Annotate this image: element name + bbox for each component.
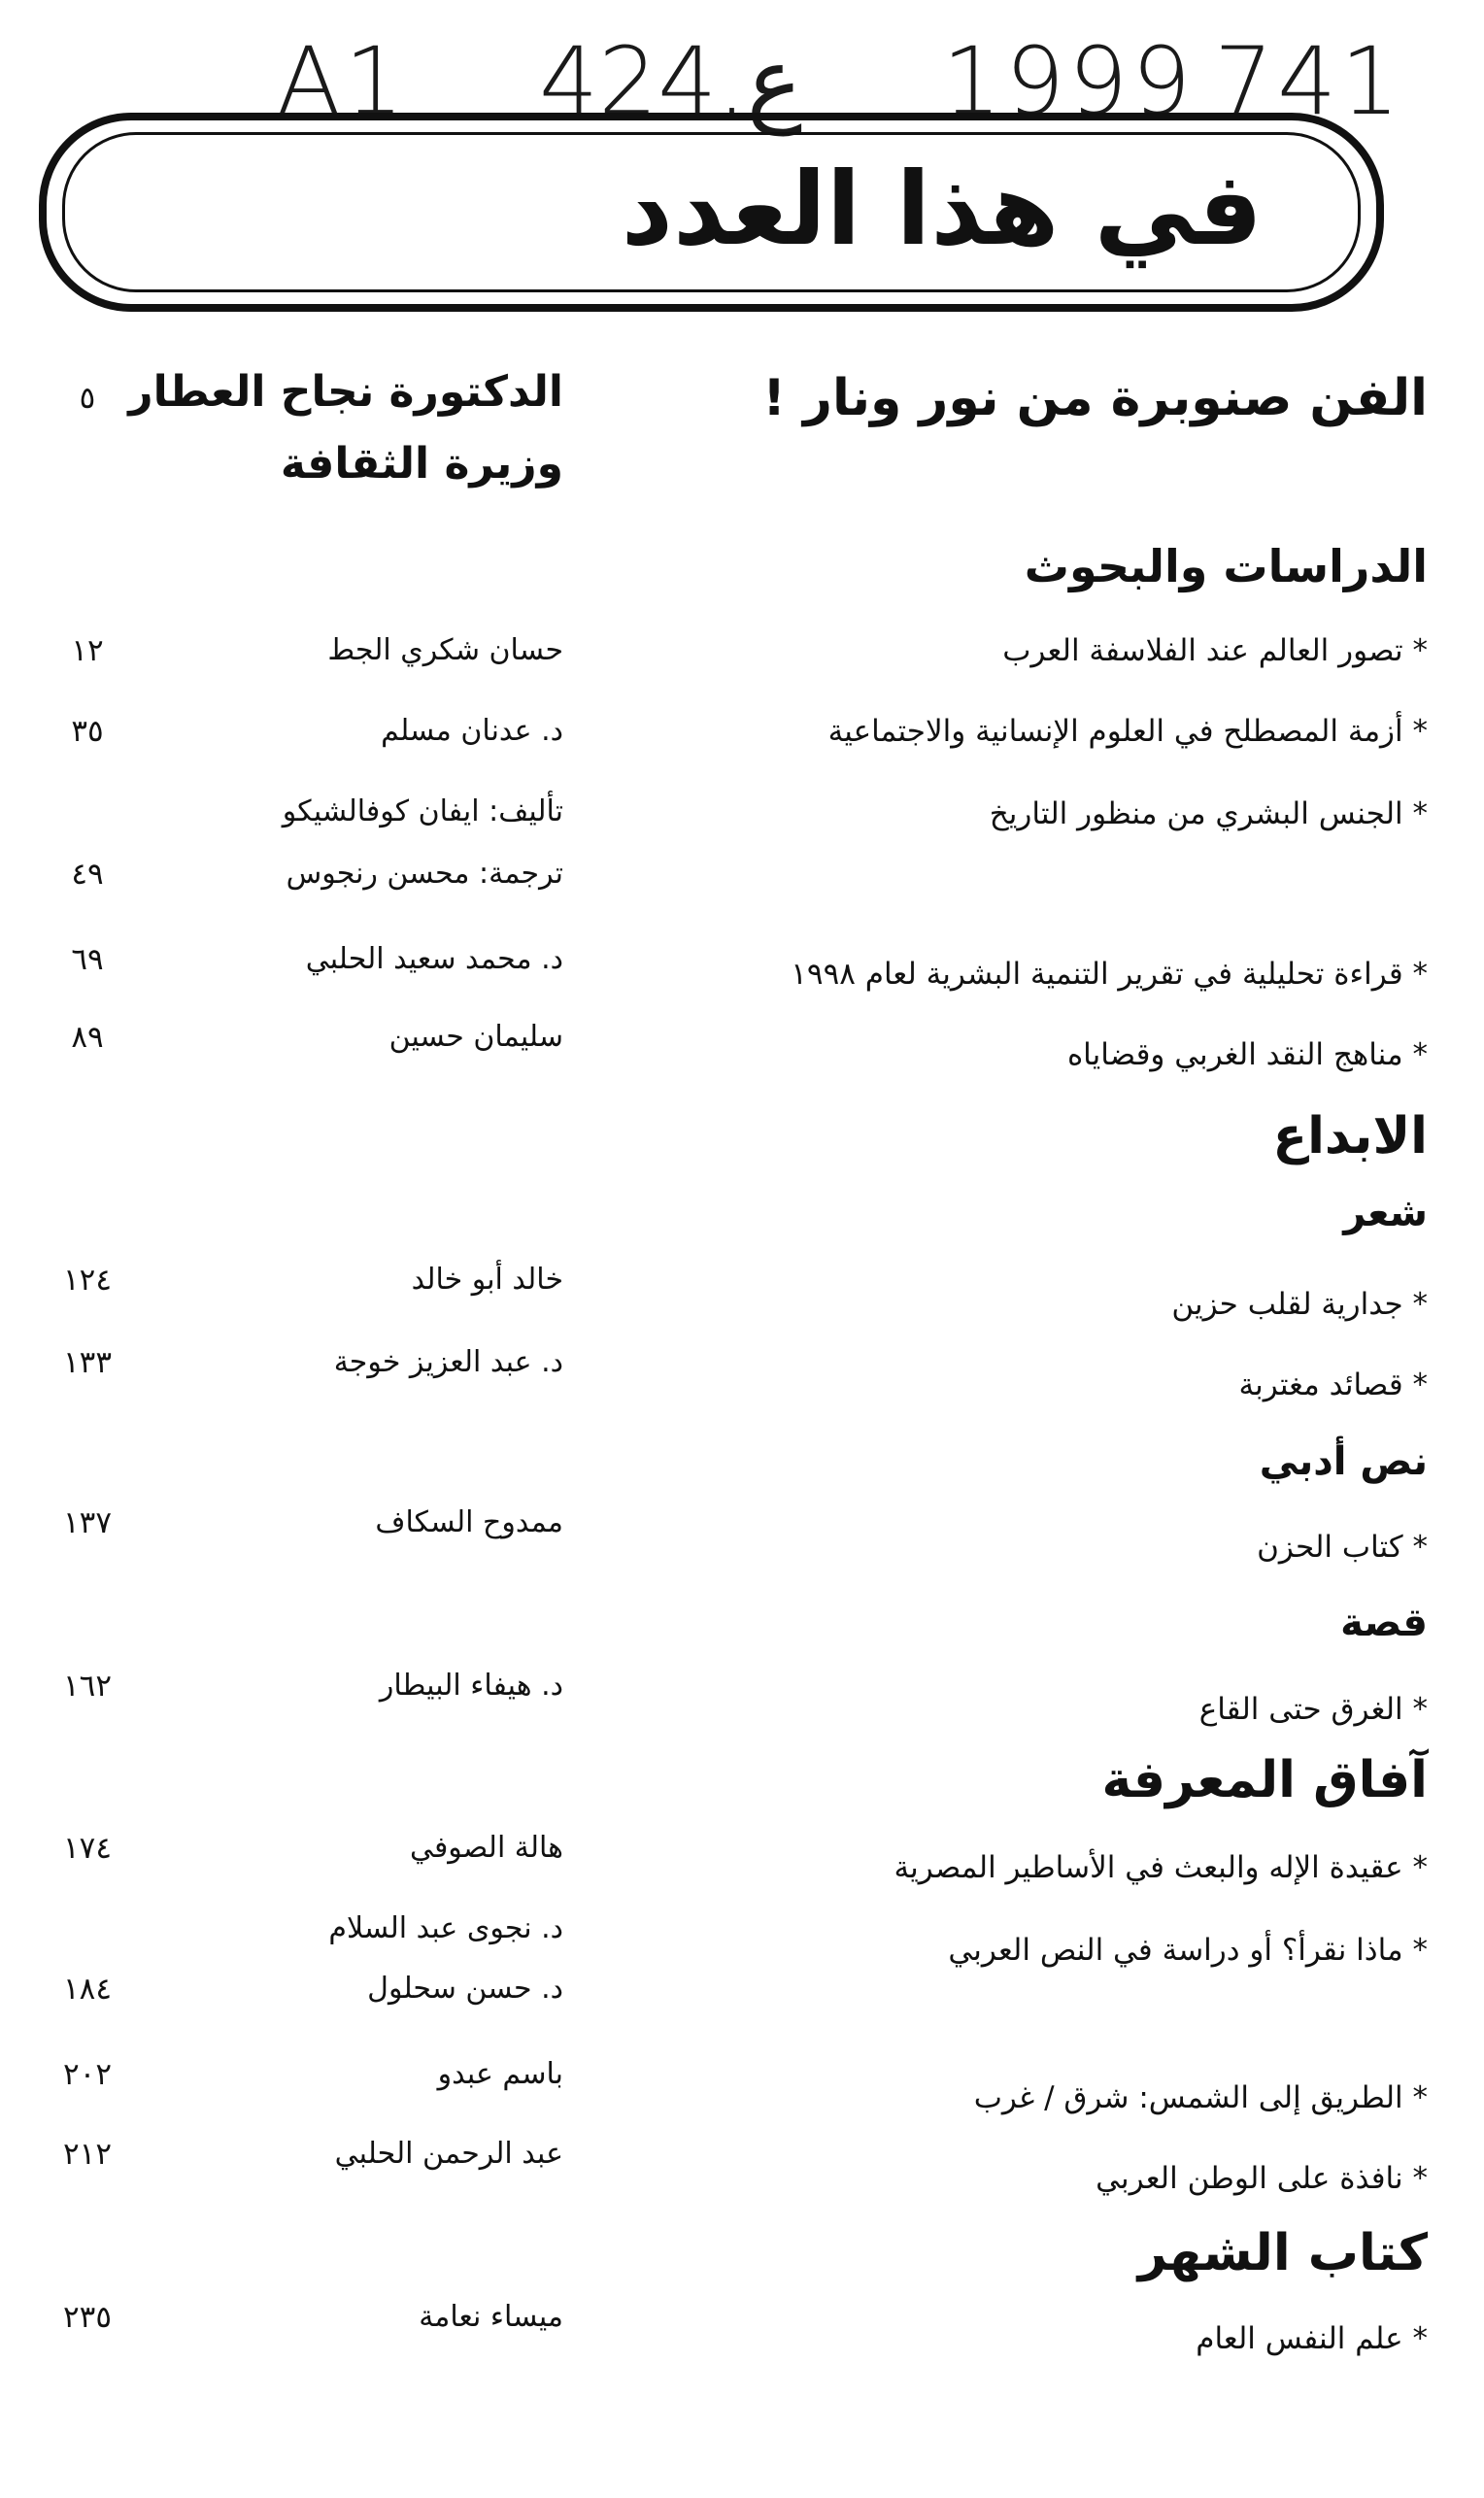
toc-author-14: ميساء نعامة: [419, 2300, 563, 2334]
toc-author-2: د. عدنان مسلم: [381, 714, 563, 748]
section-book: كتاب الشهر: [1137, 2224, 1428, 2282]
toc-page-5: ٨٩: [71, 1020, 104, 1055]
toc-title-7: * قصائد مغتربة: [1238, 1367, 1428, 1402]
toc-title-10: * عقيدة الإله والبعث في الأساطير المصرية: [894, 1850, 1428, 1885]
toc-page-14: ٢٣٥: [63, 2300, 112, 2335]
catalog-part-d: 741: [1214, 27, 1404, 136]
section-horizons: آفاق المعرفة: [1101, 1751, 1428, 1809]
toc-author-1: حسان شكري الجط: [327, 633, 563, 667]
toc-author-8: ممدوح السكاف: [375, 1505, 563, 1539]
toc-title-8: * كتاب الحزن: [1257, 1530, 1428, 1565]
toc-author-12: باسم عبدو: [437, 2057, 563, 2091]
toc-author-13: عبد الرحمن الحلبي: [334, 2137, 563, 2171]
toc-author-7: د. عبد العزيز خوجة: [333, 1345, 563, 1379]
toc-author-11: د. نجوى عبد السلام: [328, 1911, 563, 1945]
toc-title-5: * مناهج النقد الغربي وقضاياه: [1066, 1037, 1428, 1072]
toc-page-13: ٢١٢: [63, 2137, 112, 2172]
catalog-part-b: 424.ع: [539, 27, 803, 136]
subsection-literary-text: نص أدبي: [1259, 1439, 1428, 1484]
toc-author-4: د. محمد سعيد الحلبي: [305, 942, 563, 976]
toc-page-9: ١٦٢: [63, 1669, 112, 1704]
toc-page-6: ١٢٤: [63, 1263, 112, 1298]
lead-author: الدكتورة نجاح العطار: [128, 367, 563, 417]
toc-title-11: * ماذا نقرأ؟ أو دراسة في النص العربي: [948, 1933, 1428, 1968]
toc-title-13: * نافذة على الوطن العربي: [1096, 2161, 1428, 2196]
toc-author-3: تأليف: ايفان كوفالشيكو: [282, 794, 563, 828]
toc-page-3: ٤٩: [71, 857, 104, 892]
subsection-poetry: شعر: [1343, 1191, 1428, 1235]
section-creativity: الابداع: [1272, 1107, 1428, 1165]
toc-translator-3: ترجمة: محسن رنجوس: [286, 857, 563, 891]
toc-title-9: * الغرق حتى القاع: [1198, 1692, 1428, 1727]
toc-page-2: ٣٥: [71, 714, 104, 749]
toc-title-12: * الطريق إلى الشمس: شرق / غرب: [973, 2080, 1428, 2115]
section-studies: الدراسات والبحوث: [1024, 540, 1428, 592]
toc-page-7: ١٣٣: [63, 1345, 112, 1380]
toc-title-6: * جدارية لقلب حزين: [1171, 1287, 1428, 1322]
lead-page: ٥: [79, 381, 96, 416]
toc-page-11: ١٨٤: [63, 1972, 112, 2007]
lead-heading: الفن صنوبرة من نور ونار !: [762, 369, 1428, 427]
toc-author2-11: د. حسن سحلول: [367, 1972, 563, 2006]
toc-author-6: خالد أبو خالد: [411, 1263, 563, 1297]
toc-page-8: ١٣٧: [63, 1505, 112, 1540]
toc-title-1: * تصور العالم عند الفلاسفة العرب: [1002, 633, 1428, 668]
page-title: في هذا العدد: [621, 150, 1263, 268]
subsection-story: قصة: [1340, 1601, 1428, 1645]
toc-title-14: * علم النفس العام: [1196, 2321, 1428, 2356]
toc-page-1: ١٢: [71, 633, 104, 668]
toc-title-2: * أزمة المصطلح في العلوم الإنسانية والاجتماعية: [827, 714, 1428, 749]
catalog-part-c: 1999: [942, 27, 1196, 136]
toc-page-12: ٢٠٢: [63, 2057, 112, 2092]
toc-author-9: د. هيفاء البيطار: [379, 1669, 563, 1703]
toc-page-4: ٦٩: [71, 942, 104, 977]
toc-title-3: * الجنس البشري من منظور التاريخ: [989, 796, 1428, 831]
toc-page-10: ١٧٤: [63, 1831, 112, 1866]
toc-author-5: سليمان حسين: [388, 1020, 563, 1054]
lead-author-title: وزيرة الثقافة: [280, 439, 563, 489]
catalog-part-a: A1: [277, 27, 408, 136]
toc-title-4: * قراءة تحليلية في تقرير التنمية البشرية لعام ١٩٩٨: [791, 957, 1428, 992]
toc-author-10: هالة الصوفي: [409, 1831, 563, 1865]
